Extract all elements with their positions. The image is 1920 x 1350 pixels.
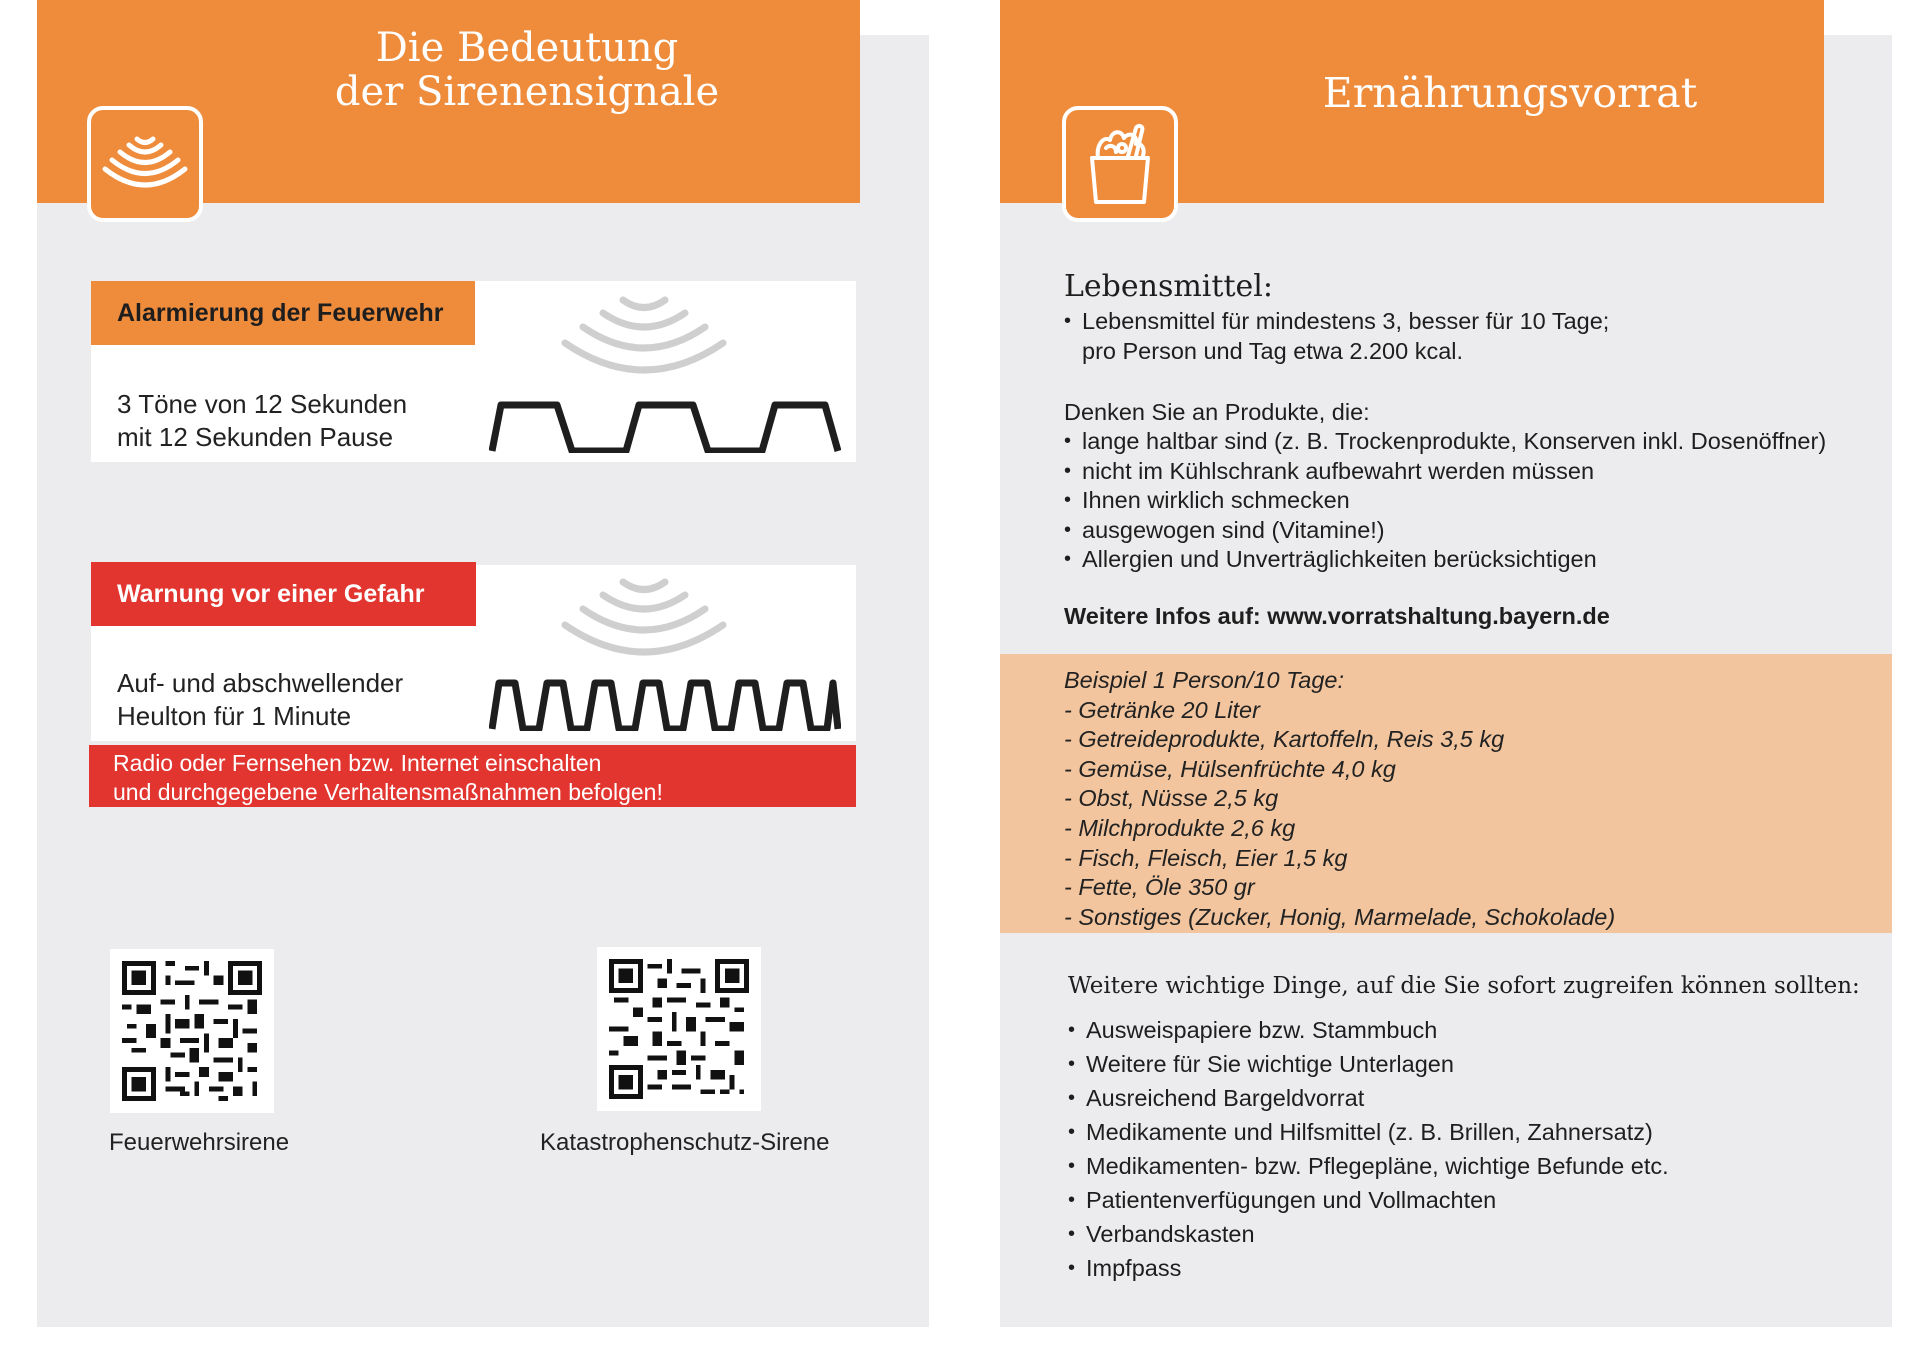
food-supply-card [1000, 35, 1892, 1327]
other-items-list [1068, 1013, 1669, 1285]
fire-alarm-description [117, 388, 407, 454]
more-info-link[interactable]: Weitere Infos auf: www.vorratshaltung.bayern.de [1064, 603, 1610, 629]
fire-alarm-signal-pattern-icon [489, 399, 841, 453]
list-item [1064, 307, 1609, 366]
list-item: • Allergien und Unverträglichkeiten berücksichtigen [1064, 545, 1826, 575]
desc-line-1: 3 Töne von 12 Sekunden [117, 389, 408, 419]
list-item: • Patientenverfügungen und Vollmachten [1068, 1183, 1669, 1217]
siren-waves-icon [559, 287, 729, 377]
food-supply-title: Ernährungsvorrat [1322, 69, 1698, 117]
grocery-bag-icon [1062, 106, 1178, 222]
list-item: • Medikamente und Hilfsmittel (z. B. Brillen, Zahnersatz) [1068, 1115, 1669, 1149]
title-line-2: der Sirenensignale [334, 69, 720, 115]
products-list [1064, 427, 1826, 575]
list-item: - Getränke 20 Liter [1064, 696, 1260, 723]
notice-line-1: Radio oder Fernsehen bzw. Internet einschalten [113, 750, 602, 776]
fire-siren-qr-code[interactable] [110, 949, 274, 1113]
food-bullet-list [1064, 307, 1609, 366]
qr-code-icon [122, 961, 262, 1101]
other-items-heading: Weitere wichtige Dinge, auf die Sie sofort zugreifen können sollten: [1068, 973, 1860, 999]
list-item: • nicht im Kühlschrank aufbewahrt werden müssen [1064, 457, 1826, 487]
qr-code-icon [609, 959, 749, 1099]
list-item: - Gemüse, Hülsenfrüchte 4,0 kg [1064, 755, 1396, 782]
list-item: - Getreideprodukte, Kartoffeln, Reis 3,5 kg [1064, 726, 1505, 753]
food-heading: Lebensmittel: [1064, 269, 1273, 304]
danger-warning-tag: Warnung vor einer Gefahr [91, 562, 476, 626]
example-list [1064, 666, 1615, 932]
products-intro: Denken Sie an Produkte, die: [1064, 399, 1370, 425]
example-heading: Beispiel 1 Person/10 Tage: [1064, 667, 1345, 693]
desc-line-1: Auf- und abschwellender [117, 668, 404, 698]
civil-protection-siren-qr-code[interactable] [597, 947, 761, 1111]
danger-warning-description [117, 667, 403, 733]
list-item: • Medikamenten- bzw. Pflegepläne, wichtige Befunde etc. [1068, 1149, 1669, 1183]
notice-line-2: und durchgegebene Verhaltensmaßnahmen befolgen! [113, 779, 663, 805]
danger-warning-signal-box [91, 565, 856, 741]
danger-warning-signal-pattern-icon [489, 677, 841, 731]
siren-card [37, 25, 929, 1327]
list-item: - Milchprodukte 2,6 kg [1064, 814, 1296, 841]
siren-waves-icon [87, 106, 203, 222]
title-line-1: Die Bedeutung [375, 25, 679, 71]
civil-protection-siren-qr-label: Katastrophenschutz-Sirene [540, 1129, 830, 1156]
list-item: • Impfpass [1068, 1251, 1669, 1285]
siren-waves-icon [559, 569, 729, 659]
food-bullet-line-2: pro Person und Tag etwa 2.200 kcal. [1082, 337, 1464, 364]
example-box [1000, 654, 1892, 933]
siren-card-title [257, 26, 797, 114]
desc-line-2: Heulton für 1 Minute [117, 701, 352, 731]
list-item: • Ihnen wirklich schmecken [1064, 486, 1826, 516]
list-item: - Fisch, Fleisch, Eier 1,5 kg [1064, 844, 1348, 871]
desc-line-2: mit 12 Sekunden Pause [117, 422, 394, 452]
list-item: • Ausreichend Bargeldvorrat [1068, 1081, 1669, 1115]
list-item: - Obst, Nüsse 2,5 kg [1064, 785, 1279, 812]
fire-alarm-tag: Alarmierung der Feuerwehr [91, 281, 475, 345]
list-item: • lange haltbar sind (z. B. Trockenprodukte, Konserven inkl. Dosenöffner) [1064, 427, 1826, 457]
list-item: • Verbandskasten [1068, 1217, 1669, 1251]
list-item: - Sonstiges (Zucker, Honig, Marmelade, Schokolade) [1064, 903, 1616, 930]
fire-alarm-signal-box [91, 281, 856, 462]
list-item: - Fette, Öle 350 gr [1064, 874, 1255, 901]
list-item: • Weitere für Sie wichtige Unterlagen [1068, 1047, 1669, 1081]
danger-instruction-banner [89, 745, 856, 807]
list-item: • ausgewogen sind (Vitamine!) [1064, 516, 1826, 546]
fire-siren-qr-label: Feuerwehrsirene [109, 1129, 290, 1156]
list-item: • Ausweispapiere bzw. Stammbuch [1068, 1013, 1669, 1047]
food-bullet-line-1: • Lebensmittel für mindestens 3, besser für 10 Tage; [1082, 308, 1610, 334]
